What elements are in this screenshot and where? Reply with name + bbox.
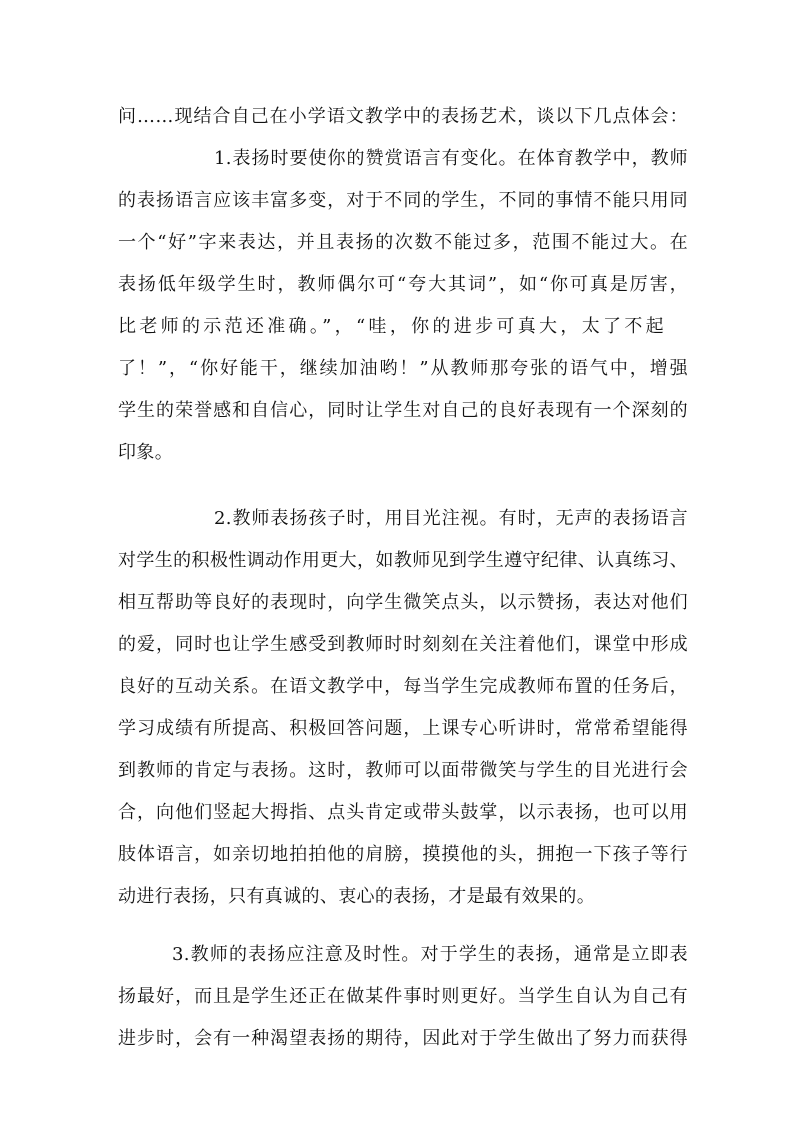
text-line: 动进行表扬，只有真诚的、衷心的表扬，才是最有效果的。 [118,886,596,907]
text-line: 良好的互动关系。在语文教学中，每当学生完成教师布置的任务后， [118,676,688,697]
text-line: 一个“好”字来表达，并且表扬的次数不能过多，范围不能过大。在 [118,232,688,253]
text-line: 到教师的肯定与表扬。这时，教师可以面带微笑与学生的目光进行会 [118,760,688,781]
text-line: 表扬低年级学生时，教师偶尔可“夸大其词”，如“你可真是厉害， [118,274,688,295]
text-line: 学生的荣誉感和自信心，同时让学生对自己的良好表现有一个深刻的 [118,400,688,421]
text-line: 了！”，“你好能干，继续加油哟！”从教师那夸张的语气中，增强 [118,358,688,379]
paragraph-1-heading-line: 1.表扬时要使你的赞赏语言有变化。在体育教学中，教师 [214,148,688,169]
text-line: 合，向他们竖起大拇指、点头肯定或带头鼓掌，以示表扬，也可以用 [118,802,688,823]
text-line: 相互帮助等良好的表现时，向学生微笑点头，以示赞扬，表达对他们 [118,592,688,613]
text-line: 对学生的积极性调动作用更大，如教师见到学生遵守纪律、认真练习、 [118,550,688,571]
text-line: 学习成绩有所提高、积极回答问题，上课专心听讲时，常常希望能得 [118,718,688,739]
text-line: 印象。 [118,442,174,463]
paragraph-3-heading-line: 3.教师的表扬应注意及时性。对于学生的表扬，通常是立即表 [172,944,688,965]
paragraph-2-heading-line: 2.教师表扬孩子时，用目光注视。有时，无声的表扬语言 [214,508,688,529]
text-line: 扬最好，而且是学生还正在做某件事时则更好。当学生自认为自己有 [118,986,688,1007]
text-line: 的表扬语言应该丰富多变，对于不同的学生，不同的事情不能只用同 [118,190,688,211]
text-line: 问……现结合自己在小学语文教学中的表扬艺术，谈以下几点体会： [118,106,688,127]
text-line: 肢体语言，如亲切地拍拍他的肩膀，摸摸他的头，拥抱一下孩子等行 [118,844,688,865]
text-line: 进步时，会有一种渴望表扬的期待，因此对于学生做出了努力而获得 [118,1028,688,1049]
text-line: 的爱，同时也让学生感受到教师时时刻刻在关注着他们，课堂中形成 [118,634,688,655]
text-line: 比老师的示范还准确。”，“哇，你的进步可真大，太了不起 [118,316,664,337]
